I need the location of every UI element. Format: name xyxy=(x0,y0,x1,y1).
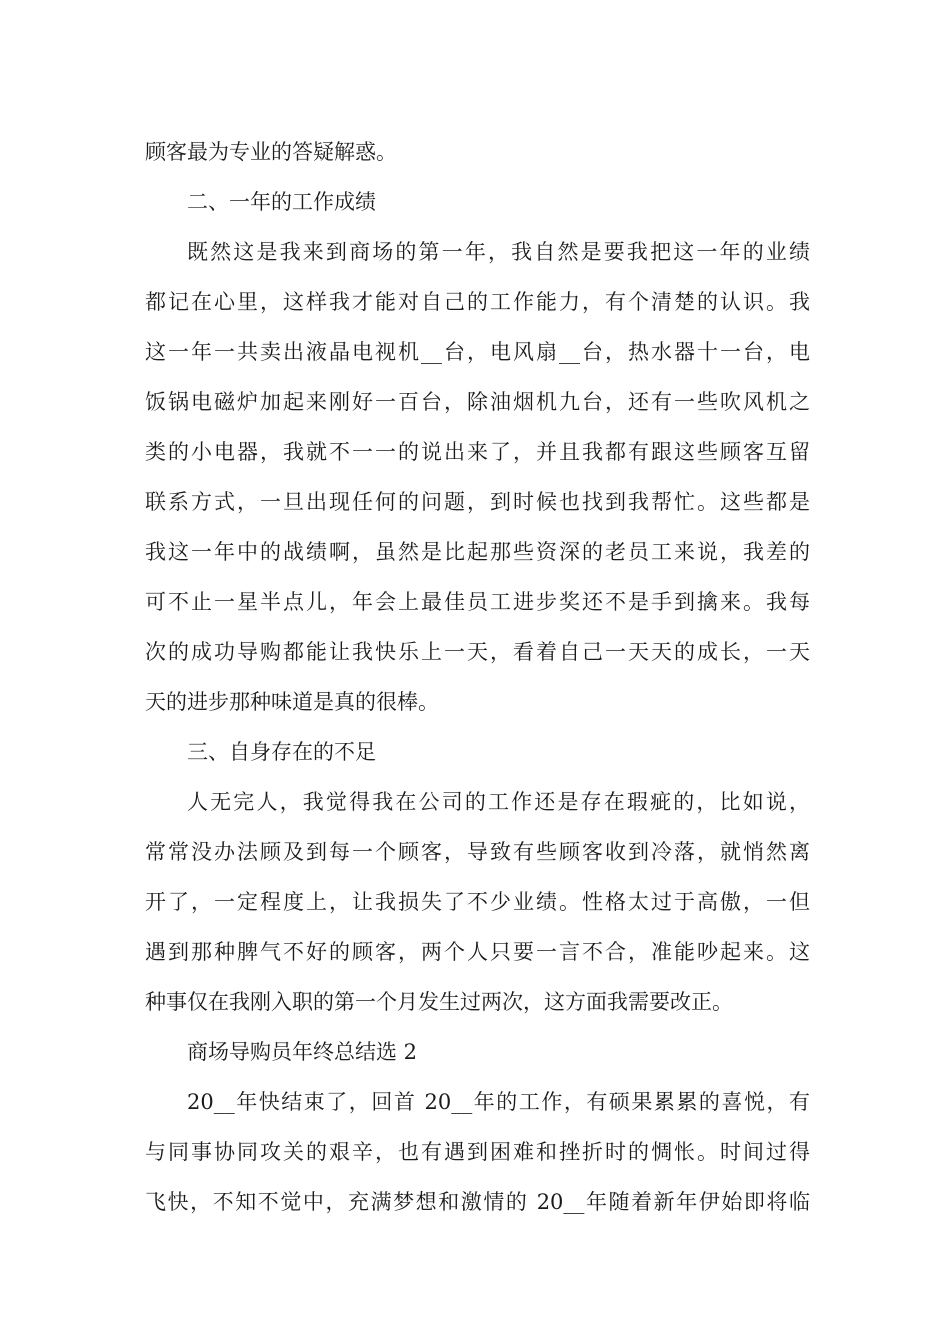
section-heading: 三、自身存在的不足 xyxy=(187,740,376,764)
paragraph-line: 顾客最为专业的答疑解惑。 xyxy=(145,140,397,164)
paragraph-line: 饭锅电磁炉加起来刚好一百台，除油烟机九台，还有一些吹风机之 xyxy=(145,390,810,414)
paragraph-line: 这一年一共卖出液晶电视机__台，电风扇__台，热水器十一台，电 xyxy=(145,340,810,364)
paragraph-line: 既然这是我来到商场的第一年，我自然是要我把这一年的业绩 xyxy=(187,240,810,264)
section-heading: 二、一年的工作成绩 xyxy=(187,190,376,214)
paragraph-line: 常常没办法顾及到每一个顾客，导致有些顾客收到冷落，就悄然离 xyxy=(145,840,810,864)
paragraph-line: 遇到那种脾气不好的顾客，两个人只要一言不合，准能吵起来。这 xyxy=(145,940,810,964)
paragraph-line: 飞快，不知不觉中，充满梦想和激情的 20__年随着新年伊始即将临 xyxy=(145,1190,810,1214)
document-body xyxy=(145,127,810,1227)
paragraph-line: 20__年快结束了，回首 20__年的工作，有硕果累累的喜悦，有 xyxy=(187,1090,810,1114)
paragraph-line: 天的进步那种味道是真的很棒。 xyxy=(145,690,439,714)
section-heading: 商场导购员年终总结选 2 xyxy=(187,1040,418,1064)
paragraph-line: 开了，一定程度上，让我损失了不少业绩。性格太过于高傲，一但 xyxy=(145,890,810,914)
paragraph-line: 可不止一星半点儿，年会上最佳员工进步奖还不是手到擒来。我每 xyxy=(145,590,810,614)
paragraph-line: 人无完人，我觉得我在公司的工作还是存在瑕疵的，比如说， xyxy=(187,790,810,814)
paragraph-line: 我这一年中的战绩啊，虽然是比起那些资深的老员工来说，我差的 xyxy=(145,540,810,564)
paragraph-line: 联系方式，一旦出现任何的问题，到时候也找到我帮忙。这些都是 xyxy=(145,490,810,514)
paragraph-line: 次的成功导购都能让我快乐上一天，看着自己一天天的成长，一天 xyxy=(145,640,810,664)
paragraph-line: 种事仅在我刚入职的第一个月发生过两次，这方面我需要改正。 xyxy=(145,990,733,1014)
paragraph-line: 类的小电器，我就不一一的说出来了，并且我都有跟这些顾客互留 xyxy=(145,440,810,464)
paragraph-line: 都记在心里，这样我才能对自己的工作能力，有个清楚的认识。我 xyxy=(145,290,810,314)
paragraph-line: 与同事协同攻关的艰辛，也有遇到困难和挫折时的惆怅。时间过得 xyxy=(145,1140,810,1164)
